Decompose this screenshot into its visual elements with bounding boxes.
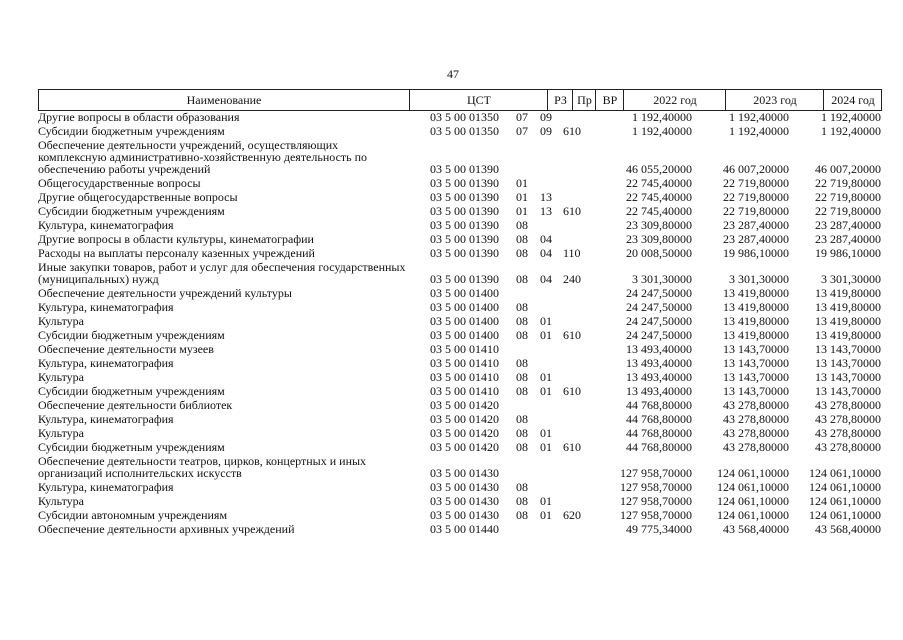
row-year-2024: 22 719,80000 — [815, 176, 881, 190]
row-year-2023: 1 192,40000 — [729, 124, 789, 138]
row-name: Субсидии бюджетным учреждениям — [38, 440, 225, 454]
row-year-2023: 43 278,80000 — [723, 426, 789, 440]
row-year-2024: 13 143,70000 — [815, 370, 881, 384]
row-cst: 03 5 00 01420 — [430, 398, 499, 412]
row-year-2024: 46 007,20000 — [815, 162, 881, 176]
header-vr: ВР — [595, 90, 624, 110]
row-name: Культура, кинематография — [38, 412, 174, 426]
row-name: Иные закупки товаров, работ и услуг для обеспечения государственных (муниципальных) нужд — [38, 260, 406, 286]
table-row — [38, 328, 882, 342]
row-year-2022: 127 958,70000 — [620, 494, 692, 508]
row-name: Субсидии бюджетным учреждениям — [38, 124, 225, 138]
row-name: Другие вопросы в области культуры, кинематографии — [38, 232, 314, 246]
row-name: Субсидии бюджетным учреждениям — [38, 328, 225, 342]
row-name: Обеспечение деятельности музеев — [38, 342, 214, 356]
row-year-2024: 124 061,10000 — [809, 508, 881, 522]
row-year-2024: 23 287,40000 — [815, 218, 881, 232]
row-rz: 08 — [516, 246, 528, 260]
row-year-2022: 24 247,50000 — [626, 314, 692, 328]
row-rz: 01 — [516, 176, 528, 190]
row-cst: 03 5 00 01420 — [430, 412, 499, 426]
row-cst: 03 5 00 01430 — [430, 508, 499, 522]
row-year-2022: 13 493,40000 — [626, 342, 692, 356]
row-year-2022: 44 768,80000 — [626, 426, 692, 440]
row-year-2023: 13 143,70000 — [723, 370, 789, 384]
table-row — [38, 440, 882, 454]
row-year-2022: 3 301,30000 — [632, 272, 692, 286]
row-rz: 08 — [516, 426, 528, 440]
table-row — [38, 454, 882, 480]
table-row — [38, 494, 882, 508]
row-year-2023: 43 278,80000 — [723, 412, 789, 426]
row-year-2023: 46 007,20000 — [723, 162, 789, 176]
row-rz: 08 — [516, 300, 528, 314]
header-cst: ЦСТ — [409, 90, 548, 110]
row-pr: 01 — [540, 426, 552, 440]
row-pr: 01 — [540, 440, 552, 454]
row-cst: 03 5 00 01390 — [430, 204, 499, 218]
row-cst: 03 5 00 01390 — [430, 272, 499, 286]
row-year-2022: 44 768,80000 — [626, 440, 692, 454]
table-row — [38, 246, 882, 260]
table-row — [38, 522, 882, 536]
row-year-2023: 13 143,70000 — [723, 384, 789, 398]
row-name: Культура — [38, 370, 84, 384]
table-row — [38, 314, 882, 328]
row-year-2023: 13 419,80000 — [723, 300, 789, 314]
row-name: Культура, кинематография — [38, 300, 174, 314]
row-year-2023: 13 419,80000 — [723, 328, 789, 342]
row-year-2024: 43 278,80000 — [815, 426, 881, 440]
row-vr: 610 — [563, 124, 581, 138]
row-year-2023: 13 143,70000 — [723, 356, 789, 370]
row-year-2023: 23 287,40000 — [723, 232, 789, 246]
row-year-2024: 124 061,10000 — [809, 466, 881, 480]
row-name: Культура, кинематография — [38, 218, 174, 232]
row-rz: 01 — [516, 190, 528, 204]
table-row — [38, 384, 882, 398]
row-year-2022: 22 745,40000 — [626, 190, 692, 204]
row-year-2024: 43 278,80000 — [815, 398, 881, 412]
row-year-2024: 43 278,80000 — [815, 440, 881, 454]
row-name: Обеспечение деятельности архивных учреждений — [38, 522, 295, 536]
row-year-2022: 127 958,70000 — [620, 480, 692, 494]
table-row — [38, 190, 882, 204]
table-row — [38, 300, 882, 314]
row-cst: 03 5 00 01430 — [430, 480, 499, 494]
row-cst: 03 5 00 01400 — [430, 286, 499, 300]
row-rz: 08 — [516, 440, 528, 454]
row-year-2023: 124 061,10000 — [717, 494, 789, 508]
row-year-2024: 124 061,10000 — [809, 494, 881, 508]
row-cst: 03 5 00 01390 — [430, 176, 499, 190]
row-year-2022: 49 775,34000 — [626, 522, 692, 536]
table-row — [38, 124, 882, 138]
row-cst: 03 5 00 01410 — [430, 342, 499, 356]
row-cst: 03 5 00 01420 — [430, 440, 499, 454]
row-rz: 08 — [516, 218, 528, 232]
row-year-2022: 44 768,80000 — [626, 398, 692, 412]
table-row — [38, 218, 882, 232]
row-year-2022: 127 958,70000 — [620, 466, 692, 480]
row-cst: 03 5 00 01430 — [430, 494, 499, 508]
header-2022: 2022 год — [623, 90, 726, 110]
row-name: Обеспечение деятельности учреждений культуры — [38, 286, 292, 300]
row-pr: 09 — [540, 124, 552, 138]
row-name: Расходы на выплаты персоналу казенных учреждений — [38, 246, 315, 260]
row-year-2023: 3 301,30000 — [729, 272, 789, 286]
row-year-2023: 22 719,80000 — [723, 190, 789, 204]
row-rz: 08 — [516, 480, 528, 494]
row-name: Субсидии бюджетным учреждениям — [38, 384, 225, 398]
row-cst: 03 5 00 01400 — [430, 300, 499, 314]
row-pr: 13 — [540, 204, 552, 218]
row-name: Обеспечение деятельности учреждений, осуществляющих комплексную административно-хозяйственную деятельность по обеспечению работы учреждений — [38, 138, 368, 176]
row-year-2024: 22 719,80000 — [815, 204, 881, 218]
row-year-2022: 20 008,50000 — [626, 246, 692, 260]
row-year-2024: 13 143,70000 — [815, 342, 881, 356]
row-rz: 07 — [516, 110, 528, 124]
row-year-2024: 1 192,40000 — [821, 124, 881, 138]
row-vr: 610 — [563, 384, 581, 398]
table-row — [38, 110, 882, 124]
row-name: Культура — [38, 494, 84, 508]
table-row — [38, 232, 882, 246]
row-cst: 03 5 00 01410 — [430, 370, 499, 384]
table-header — [38, 89, 882, 111]
row-year-2023: 13 419,80000 — [723, 286, 789, 300]
table-row — [38, 138, 882, 176]
row-year-2022: 1 192,40000 — [632, 124, 692, 138]
row-rz: 08 — [516, 412, 528, 426]
row-name: Культура, кинематография — [38, 356, 174, 370]
row-year-2024: 19 986,10000 — [815, 246, 881, 260]
row-cst: 03 5 00 01440 — [430, 522, 499, 536]
row-year-2024: 124 061,10000 — [809, 480, 881, 494]
row-pr: 13 — [540, 190, 552, 204]
row-cst: 03 5 00 01390 — [430, 162, 499, 176]
row-cst: 03 5 00 01430 — [430, 466, 499, 480]
table-row — [38, 480, 882, 494]
row-year-2022: 22 745,40000 — [626, 176, 692, 190]
row-name: Культура — [38, 426, 84, 440]
row-year-2022: 127 958,70000 — [620, 508, 692, 522]
row-cst: 03 5 00 01410 — [430, 356, 499, 370]
row-vr: 610 — [563, 204, 581, 218]
row-pr: 01 — [540, 370, 552, 384]
row-year-2022: 22 745,40000 — [626, 204, 692, 218]
row-year-2023: 124 061,10000 — [717, 508, 789, 522]
row-rz: 08 — [516, 494, 528, 508]
row-name: Культура — [38, 314, 84, 328]
table-row — [38, 260, 882, 286]
table-row — [38, 176, 882, 190]
table-row — [38, 204, 882, 218]
row-year-2024: 3 301,30000 — [821, 272, 881, 286]
row-cst: 03 5 00 01400 — [430, 314, 499, 328]
row-year-2022: 24 247,50000 — [626, 300, 692, 314]
row-year-2023: 43 568,40000 — [723, 522, 789, 536]
row-year-2023: 124 061,10000 — [717, 466, 789, 480]
row-year-2024: 13 419,80000 — [815, 286, 881, 300]
row-year-2023: 22 719,80000 — [723, 204, 789, 218]
row-name: Другие вопросы в области образования — [38, 110, 240, 124]
row-year-2022: 13 493,40000 — [626, 356, 692, 370]
row-rz: 01 — [516, 204, 528, 218]
row-year-2024: 43 568,40000 — [815, 522, 881, 536]
row-cst: 03 5 00 01400 — [430, 328, 499, 342]
row-name: Другие общегосударственные вопросы — [38, 190, 238, 204]
row-cst: 03 5 00 01410 — [430, 384, 499, 398]
row-name: Субсидии бюджетным учреждениям — [38, 204, 225, 218]
row-vr: 240 — [563, 272, 581, 286]
header-pr: Пр — [572, 90, 596, 110]
row-year-2023: 22 719,80000 — [723, 176, 789, 190]
row-year-2023: 124 061,10000 — [717, 480, 789, 494]
table-row — [38, 426, 882, 440]
row-name: Обеспечение деятельности библиотек — [38, 398, 233, 412]
row-year-2022: 23 309,80000 — [626, 218, 692, 232]
row-rz: 07 — [516, 124, 528, 138]
table-row — [38, 412, 882, 426]
row-year-2023: 19 986,10000 — [723, 246, 789, 260]
table-row — [38, 286, 882, 300]
table-row — [38, 356, 882, 370]
row-name: Субсидии автономным учреждениям — [38, 508, 228, 522]
row-name: Общегосударственные вопросы — [38, 176, 201, 190]
row-year-2022: 24 247,50000 — [626, 286, 692, 300]
row-year-2022: 1 192,40000 — [632, 110, 692, 124]
row-cst: 03 5 00 01390 — [430, 218, 499, 232]
row-pr: 01 — [540, 384, 552, 398]
table-row — [38, 342, 882, 356]
row-name: Культура, кинематография — [38, 480, 174, 494]
row-year-2022: 24 247,50000 — [626, 328, 692, 342]
page-number: 47 — [447, 67, 459, 81]
row-rz: 08 — [516, 272, 528, 286]
row-cst: 03 5 00 01350 — [430, 124, 499, 138]
row-cst: 03 5 00 01420 — [430, 426, 499, 440]
row-pr: 01 — [540, 494, 552, 508]
row-year-2023: 13 143,70000 — [723, 342, 789, 356]
row-year-2024: 13 143,70000 — [815, 356, 881, 370]
row-year-2024: 23 287,40000 — [815, 232, 881, 246]
row-year-2024: 1 192,40000 — [821, 110, 881, 124]
row-rz: 08 — [516, 508, 528, 522]
row-rz: 08 — [516, 356, 528, 370]
row-pr: 01 — [540, 328, 552, 342]
table-body — [38, 110, 882, 536]
row-year-2024: 13 143,70000 — [815, 384, 881, 398]
table-row — [38, 508, 882, 522]
row-year-2023: 43 278,80000 — [723, 398, 789, 412]
row-year-2023: 13 419,80000 — [723, 314, 789, 328]
row-year-2024: 13 419,80000 — [815, 300, 881, 314]
row-pr: 04 — [540, 246, 552, 260]
row-vr: 610 — [563, 440, 581, 454]
row-year-2022: 13 493,40000 — [626, 384, 692, 398]
row-rz: 08 — [516, 370, 528, 384]
row-rz: 08 — [516, 384, 528, 398]
header-rz: РЗ — [547, 90, 573, 110]
row-year-2022: 23 309,80000 — [626, 232, 692, 246]
header-name: Наименование — [186, 93, 262, 107]
row-year-2022: 44 768,80000 — [626, 412, 692, 426]
row-year-2022: 46 055,20000 — [626, 162, 692, 176]
row-cst: 03 5 00 01390 — [430, 246, 499, 260]
table-row — [38, 370, 882, 384]
row-year-2022: 13 493,40000 — [626, 370, 692, 384]
row-year-2024: 13 419,80000 — [815, 314, 881, 328]
row-pr: 04 — [540, 272, 552, 286]
row-vr: 610 — [563, 328, 581, 342]
table-row — [38, 398, 882, 412]
row-rz: 08 — [516, 314, 528, 328]
row-vr: 620 — [563, 508, 581, 522]
row-year-2023: 23 287,40000 — [723, 218, 789, 232]
row-year-2024: 22 719,80000 — [815, 190, 881, 204]
row-pr: 04 — [540, 232, 552, 246]
row-rz: 08 — [516, 232, 528, 246]
row-rz: 08 — [516, 328, 528, 342]
row-year-2023: 1 192,40000 — [729, 110, 789, 124]
row-name: Обеспечение деятельности театров, цирков, концертных и иных организаций исполнительских искусств — [38, 454, 367, 480]
row-cst: 03 5 00 01350 — [430, 110, 499, 124]
row-pr: 01 — [540, 314, 552, 328]
row-cst: 03 5 00 01390 — [430, 232, 499, 246]
row-cst: 03 5 00 01390 — [430, 190, 499, 204]
row-year-2024: 13 419,80000 — [815, 328, 881, 342]
header-2023: 2023 год — [725, 90, 824, 110]
row-pr: 09 — [540, 110, 552, 124]
row-year-2023: 43 278,80000 — [723, 440, 789, 454]
header-2024: 2024 год — [823, 90, 882, 110]
row-year-2024: 43 278,80000 — [815, 412, 881, 426]
row-pr: 01 — [540, 508, 552, 522]
row-vr: 110 — [563, 246, 581, 260]
